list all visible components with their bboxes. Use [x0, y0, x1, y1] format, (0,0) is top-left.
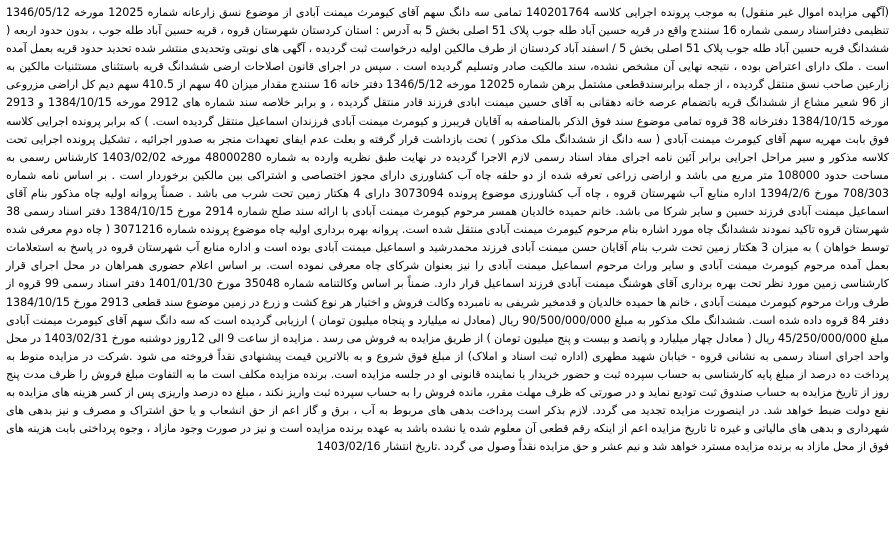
auction-notice-text: (آگهی مزایده اموال غیر منقول) به موجب پرونده اجرایی کلاسه 140201764 تمامی سه دانگ سهم آقای کیومرث میمنت آبادی از موضوع نسق زارعانه شماره 12025 مورخه 1346/05/12 تنظیمی دفتراسناد رسمی شماره 16 سنندج واقع در قریه حسین آباد طله جوب پلاک 51 اصلی بخش 5 به آدرس : استان کردستان شهرستان قروه ، قریه حسین آباد طله جوب ، بدون حدود اربعه ( ششدانگ قریه حسین آباد طله جوب پلاک 51 اصلی بخش 5 / اسفند آباد کردستان از طرف مالکین اولیه درخواست ثبت گردیده ، آگهی های نوبتی وتحدیدی منتشر شده تحدید حدود قریه بعمل آمده است . ملک دارای اعتراض بوده ، نتیجه نهایی آن مشخص نشده، سند مالکیت صادر وتسلیم گردیده است . سپس در اجرای قانون اصلاحات ارضی ششدانگ قریه باستثنای مستثنیات مالکین به زارعین صاحب نسق منتقل گردیده ، از جمله برابرسندقطعی مشتمل برهن شماره 12025 مورخه 1346/5/12 دفتر خانه 16 سنندج مقدار میزان 40 سهم از 410.5 سهم دیم کل اراضی مزروعی از 96 شعیر مشاع از ششدانگ قریه باتضمام عرصه خانه دهقانی به آقای حسین میمنت ابادی فرزند قادر منتقل گردیده ، و برابر خلاصه سند شماره های 2912 مورخه 1384/10/15 و 2913 مورخه 1384/10/15 دفترخانه 38 قروه تمامی موضوع سند فوق الذکر بالمناصفه به آقایان فریبرز و کیومرث میمنت آبادی فرزندان اسماعیل منتقل گردیده است. ) که برابر پرونده اجرایی کلاسه فوق بابت مهریه سهم آقای کیومرث میمنت آبادی ( سه دانگ از ششدانگ ملک مذکور ) تحت بازداشت قرار گرفته و بعلت عدم ایفای تعهدات منجر به صدور اجرائیه ، تشکیل پرونده اجرایی تحت کلاسه مذکور و سیر مراحل اجرایی برابر آئین نامه اجرای مفاد اسناد رسمی لازم الاجرا گردیده در نهایت طبق نظریه وارده به شماره 48000280 مورخه 1403/02/02 کارشناس رسمی به مساحت حدود 108000 متر مربع می باشد و اراضی زراعی تعرفه شده از دو حلقه چاه آب کشاورزی دارای مجوز اختصاصی و اشتراکی بین مالکین برخوردار است . بر اساس نامه شماره 708/303 مورخ 1394/2/6 اداره منابع آب شهرستان قروه ، چاه آب کشاورزی موضوع پرونده 3073094 دارای 4 هکتار زمین تحت شرب می باشد . ضمناً پروانه اولیه چاه مذکور بنام آقای اسماعیل میمنت آبادی فرزند حسین و سایر شرکا می باشد. خانم حمیده خالدیان همسر مرحوم کیومرث میمنت آبادی با ارائه سند صلح شماره 2914 مورخ 1384/10/15 دفتر اسناد رسمی 38 شهرستان قروه تاکید نمودند ششدانگ چاه مورد اشاره بنام مرحوم کیومرث میمنت آبادی منتقل شده است. پروانه بهره برداری اولیه چاه موضوع پرونده شماره 3071216 ( چاه دوم معرفی شده توسط خواهان ) به میزان 3 هکتار زمین تحت شرب بنام آقایان حسن میمنت آبادی فرزند محمدرشید و اسماعیل میمنت آبادی بوده است و اداره منابع آب شهرستان قروه در پاسخ به استعلامات بعمل آمده مرحوم کیومرث میمنت آبادی و سایر وراث مرحوم اسماعیل میمنت آبادی را نیز بعنوان شرکای چاه معرفی نموده است. بر اساس اعلام حضوری همراهان در محل اجرای قرار کارشناسی زمین مورد نظر تحت بهره برداری آقای هوشنگ میمنت آبادی فرزند اسماعیل قرار دارد. ضمناً بر اساس وکالتنامه شماره 35048 مورخ 1401/01/30 دفتر اسناد رسمی 99 قروه از طرف وراث مرحوم کیومرث میمنت آبادی ، خانم ها حمیده خالدیان و قدمخیر شریفی به نامبرده وکالت فروش و اختیار هر نوع کشت و زرع در زمین موضوع سند قطعی 2913 مورخ 1384/10/15 دفتر 84 قروه داده شده است. ششدانگ ملک مذکور به مبلغ 90/500/000/000 ریال (معادل نه میلیارد و پنجاه میلیون تومان ) ارزیابی گردیده است که سه دانگ سهم آقای کیومرث میمنت آبادی مبلغ 45/250/000/000 ریال ( معادل چهار میلیارد و پانصد و بیست و پنج میلیون تومان ) از طریق مزایده به فروش می رسد . مزایده از ساعت 9 الی 12روز دوشنبه مورخ 1403/02/31 در محل واحد اجرای اسناد رسمی به نشانی قروه - خیابان شهید مطهری (اداره ثبت اسناد و املاک) از مبلغ فوق شروع و به بالاترین قیمت پیشنهادی نقداً فروخته می شود .شرکت در مزایده منوط به پرداخت ده درصد از مبلغ پایه کارشناسی به حساب سپرده ثبت و حضور خریدار یا نماینده قانونی او در جلسه مزایده است. برنده مزایده مکلف است ما به التفاوت مبلغ فروش را ظرف مدت پنج روز از تاریخ مزایده به حساب صندوق ثبت تودیع نماید و در صورتی که ظرف مهلت مقرر، مانده فروش را به حساب سپرده ثبت واریز نکند ، مبلغ ده درصد واریزی پس از کسر هزینه های مزایده به نفع دولت ضبط خواهد شد. در اینصورت مزایده تجدید می گردد. لازم بذکر است پرداخت بدهی های مربوط به آب ، برق و گاز اعم از حق انشعاب و یا حق اشتراک و مصرف و نیز بدهی های شهرداری و بدهی های مالیاتی و غیره تا تاریخ مزایده اعم از اینکه رقم قطعی آن معلوم شده یا نشده باشد به عهده برنده مزایده است و نیز در صورت وجود مازاد ، وجوه پرداختی بابت هزینه های فوق از محل مازاد به برنده مزایده مسترد خواهد شد و نیم عشر و حق مزایده نقداً وصول می گردد .تاریخ انتشار 1403/02/16	[6, 6, 890, 454]
